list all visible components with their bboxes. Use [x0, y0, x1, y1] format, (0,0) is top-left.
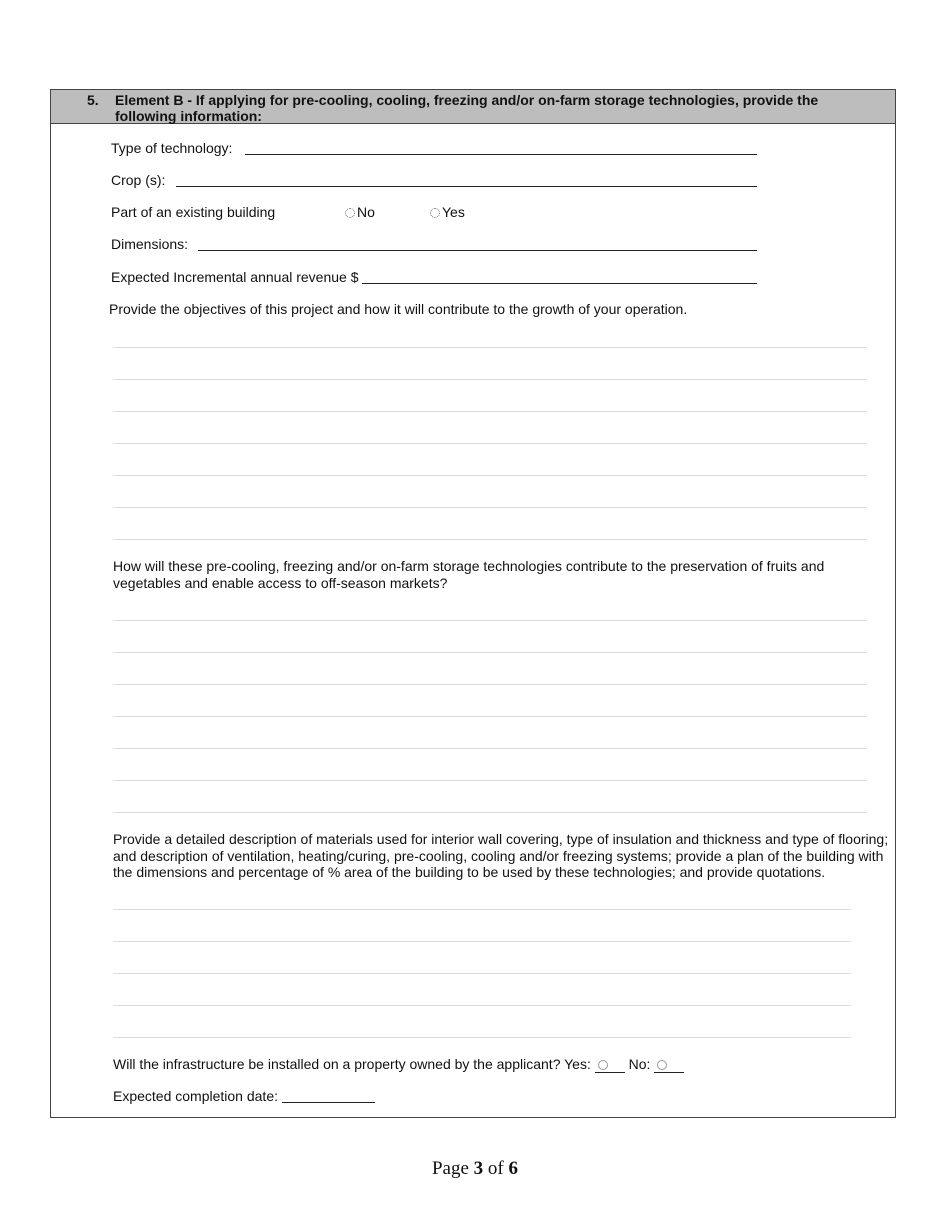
- type-of-technology-field[interactable]: [245, 154, 757, 155]
- answer-line: [113, 973, 851, 974]
- answer-line: [113, 780, 867, 781]
- answer-line: [113, 1005, 851, 1006]
- ownership-yes-radio[interactable]: [598, 1060, 608, 1070]
- answer-line: [113, 347, 867, 348]
- ownership-yes-option[interactable]: [595, 1056, 625, 1073]
- expected-revenue-label: Expected Incremental annual revenue $: [111, 269, 359, 285]
- existing-building-label: Part of an existing building: [111, 204, 276, 220]
- ownership-no-radio[interactable]: [657, 1060, 667, 1070]
- dimensions-field[interactable]: [198, 250, 757, 251]
- crops-label: Crop (s):: [111, 172, 166, 188]
- answer-line: [113, 411, 867, 412]
- section-title: Element B - If applying for pre-cooling, cooling, freezing and/or on-farm storage technologies, provide the following information:: [115, 92, 819, 124]
- answer-line: [113, 443, 867, 444]
- objectives-question: Provide the objectives of this project and how it will contribute to the growth of your operation.: [109, 301, 688, 317]
- yes-label: Yes: [442, 204, 465, 220]
- ownership-row: [113, 1056, 684, 1073]
- section-header: [51, 90, 895, 124]
- ownership-no-label: No:: [628, 1056, 651, 1072]
- yes-radio[interactable]: [430, 208, 440, 218]
- answer-line: [113, 539, 867, 540]
- type-of-technology-label: Type of technology:: [111, 140, 233, 156]
- expected-revenue-field[interactable]: [362, 283, 757, 284]
- dimensions-label: Dimensions:: [111, 236, 189, 252]
- answer-line: [113, 652, 867, 653]
- completion-date-label: Expected completion date:: [113, 1088, 278, 1104]
- answer-line: [113, 684, 867, 685]
- no-label: No: [357, 204, 375, 220]
- answer-line: [113, 909, 851, 910]
- existing-building-no-option[interactable]: [345, 204, 375, 220]
- current-page: 3: [473, 1158, 484, 1179]
- page-word: Page: [431, 1158, 469, 1179]
- preservation-question: How will these pre-cooling, freezing and/or on-farm storage technologies contribute to the preservation of fruits and vegetables and enable access to off-season markets?: [113, 558, 825, 591]
- answer-line: [113, 620, 867, 621]
- completion-date-field[interactable]: [282, 1102, 375, 1103]
- form-section-frame: [50, 89, 896, 1118]
- crops-field[interactable]: [176, 186, 757, 187]
- answer-line: [113, 475, 867, 476]
- answer-line: [113, 1037, 851, 1038]
- answer-line: [113, 716, 867, 717]
- no-radio[interactable]: [345, 208, 355, 218]
- answer-line: [113, 748, 867, 749]
- answer-line: [113, 379, 867, 380]
- materials-question: Provide a detailed description of materials used for interior wall covering, type of insulation and thickness and type of flooring; and description of ventilation, heating/curing, pre-cooling, cooling and/or freezing systems; provide a plan of the building with the dimensions and percentage of % area of the building to be used by these technologies; and provide quotations.: [113, 831, 889, 880]
- ownership-no-option[interactable]: [654, 1056, 684, 1073]
- page-number: [0, 1158, 950, 1180]
- ownership-question: Will the infrastructure be installed on a property owned by the applicant?: [113, 1056, 561, 1072]
- total-pages: 6: [508, 1158, 518, 1179]
- existing-building-yes-option[interactable]: [430, 204, 465, 220]
- answer-line: [113, 941, 851, 942]
- of-word: of: [487, 1158, 504, 1179]
- ownership-yes-label: Yes:: [564, 1056, 591, 1072]
- answer-line: [113, 812, 867, 813]
- section-number: 5.: [87, 92, 99, 108]
- answer-line: [113, 507, 867, 508]
